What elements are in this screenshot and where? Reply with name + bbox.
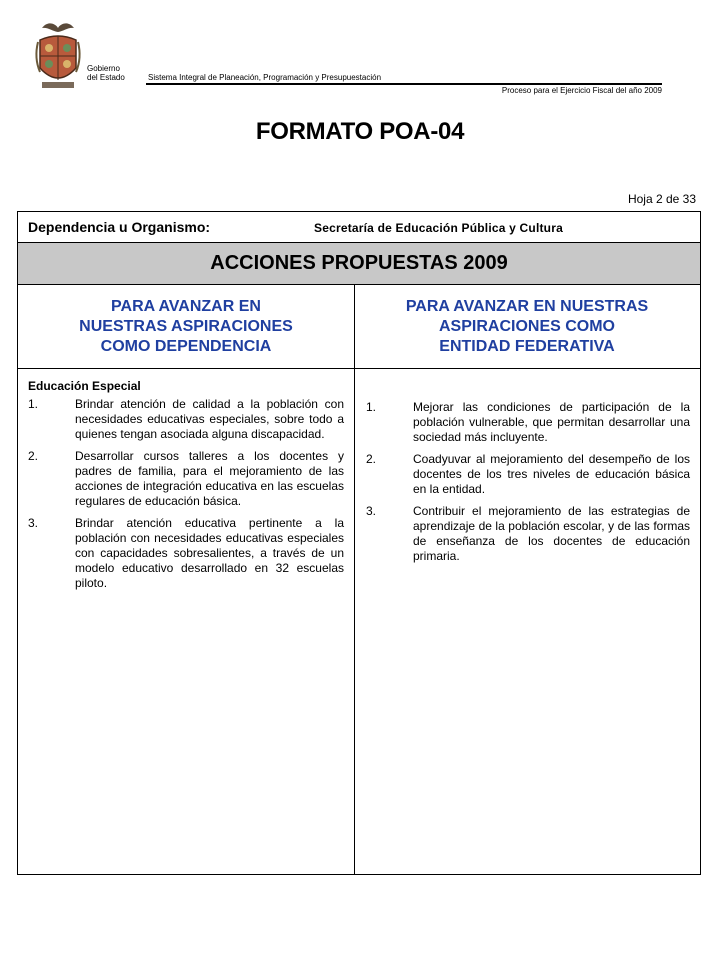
page-title: FORMATO POA-04: [255, 118, 465, 145]
system-name: Sistema Integral de Planeación, Programación y Presupuestación: [148, 73, 382, 82]
right-heading-line: ASPIRACIONES COMO: [438, 317, 615, 335]
item-number: 3.: [366, 504, 377, 518]
list-item: [28, 449, 344, 509]
section-title: Educación Especial: [28, 379, 141, 393]
form-table: [17, 211, 701, 875]
list-item: [366, 504, 690, 564]
left-action-list: [28, 397, 344, 591]
item-text: Brindar atención de calidad a la población con necesidades educativas especiales, sobre todo a quienes tengan asociada alguna discapacidad.: [75, 397, 344, 441]
list-item: [28, 516, 344, 591]
left-heading-line: PARA AVANZAR EN: [111, 297, 261, 315]
item-number: 1.: [28, 397, 39, 411]
dependency-row: [18, 212, 700, 243]
right-column-heading: [354, 285, 700, 369]
page-number: Hoja 2 de 33: [627, 192, 696, 206]
right-heading-line: PARA AVANZAR EN NUESTRAS: [405, 297, 649, 315]
gov-line-2: del Estado: [87, 73, 125, 82]
section-band: ACCIONES PROPUESTAS 2009: [18, 243, 700, 285]
item-text: Contribuir el mejoramiento de las estrategias de aprendizaje de la población escolar, y de las formas de enseñanza de los docentes de educación primaria.: [413, 504, 690, 563]
list-item: [28, 397, 344, 442]
list-item: [366, 400, 690, 445]
columns: [18, 285, 700, 874]
gov-line-1: Gobierno: [87, 64, 120, 73]
right-column: [354, 285, 700, 874]
left-column-heading: [18, 285, 354, 369]
header-rule: [146, 83, 662, 85]
item-number: 1.: [366, 400, 377, 414]
left-heading-line: NUESTRAS ASPIRACIONES: [79, 317, 293, 335]
list-item: [366, 452, 690, 497]
item-number: 2.: [366, 452, 377, 466]
item-text: Desarrollar cursos talleres a los docentes y padres de familia, para el mejoramiento de las acciones de integración educativa en las escuelas regulares de educación básica.: [75, 449, 344, 508]
process-label: Proceso para el Ejercicio Fiscal del año 2009: [501, 86, 662, 95]
item-text: Brindar atención educativa pertinente a la población con necesidades educativas especiales con capacidades sobresalientes, a través de un modelo educativo desarrollado en 32 escuelas piloto.: [75, 516, 344, 590]
item-text: Coadyuvar al mejoramiento del desempeño de los docentes de los tres niveles de educación básica en la entidad.: [413, 452, 690, 496]
item-number: 3.: [28, 516, 39, 530]
state-seal-logo: [32, 18, 84, 96]
left-heading-line: COMO DEPENDENCIA: [100, 337, 272, 355]
dependency-label: Dependencia u Organismo:: [28, 219, 211, 235]
dependency-value: Secretaría de Educación Pública y Cultura: [314, 221, 563, 235]
government-label: [87, 64, 125, 82]
item-number: 2.: [28, 449, 39, 463]
right-heading-line: ENTIDAD FEDERATIVA: [439, 337, 615, 355]
item-text: Mejorar las condiciones de participación de la población vulnerable, que permitan desarrollar una sociedad más incluyente.: [413, 400, 690, 444]
right-action-list: [366, 400, 690, 564]
left-column: [18, 285, 355, 874]
